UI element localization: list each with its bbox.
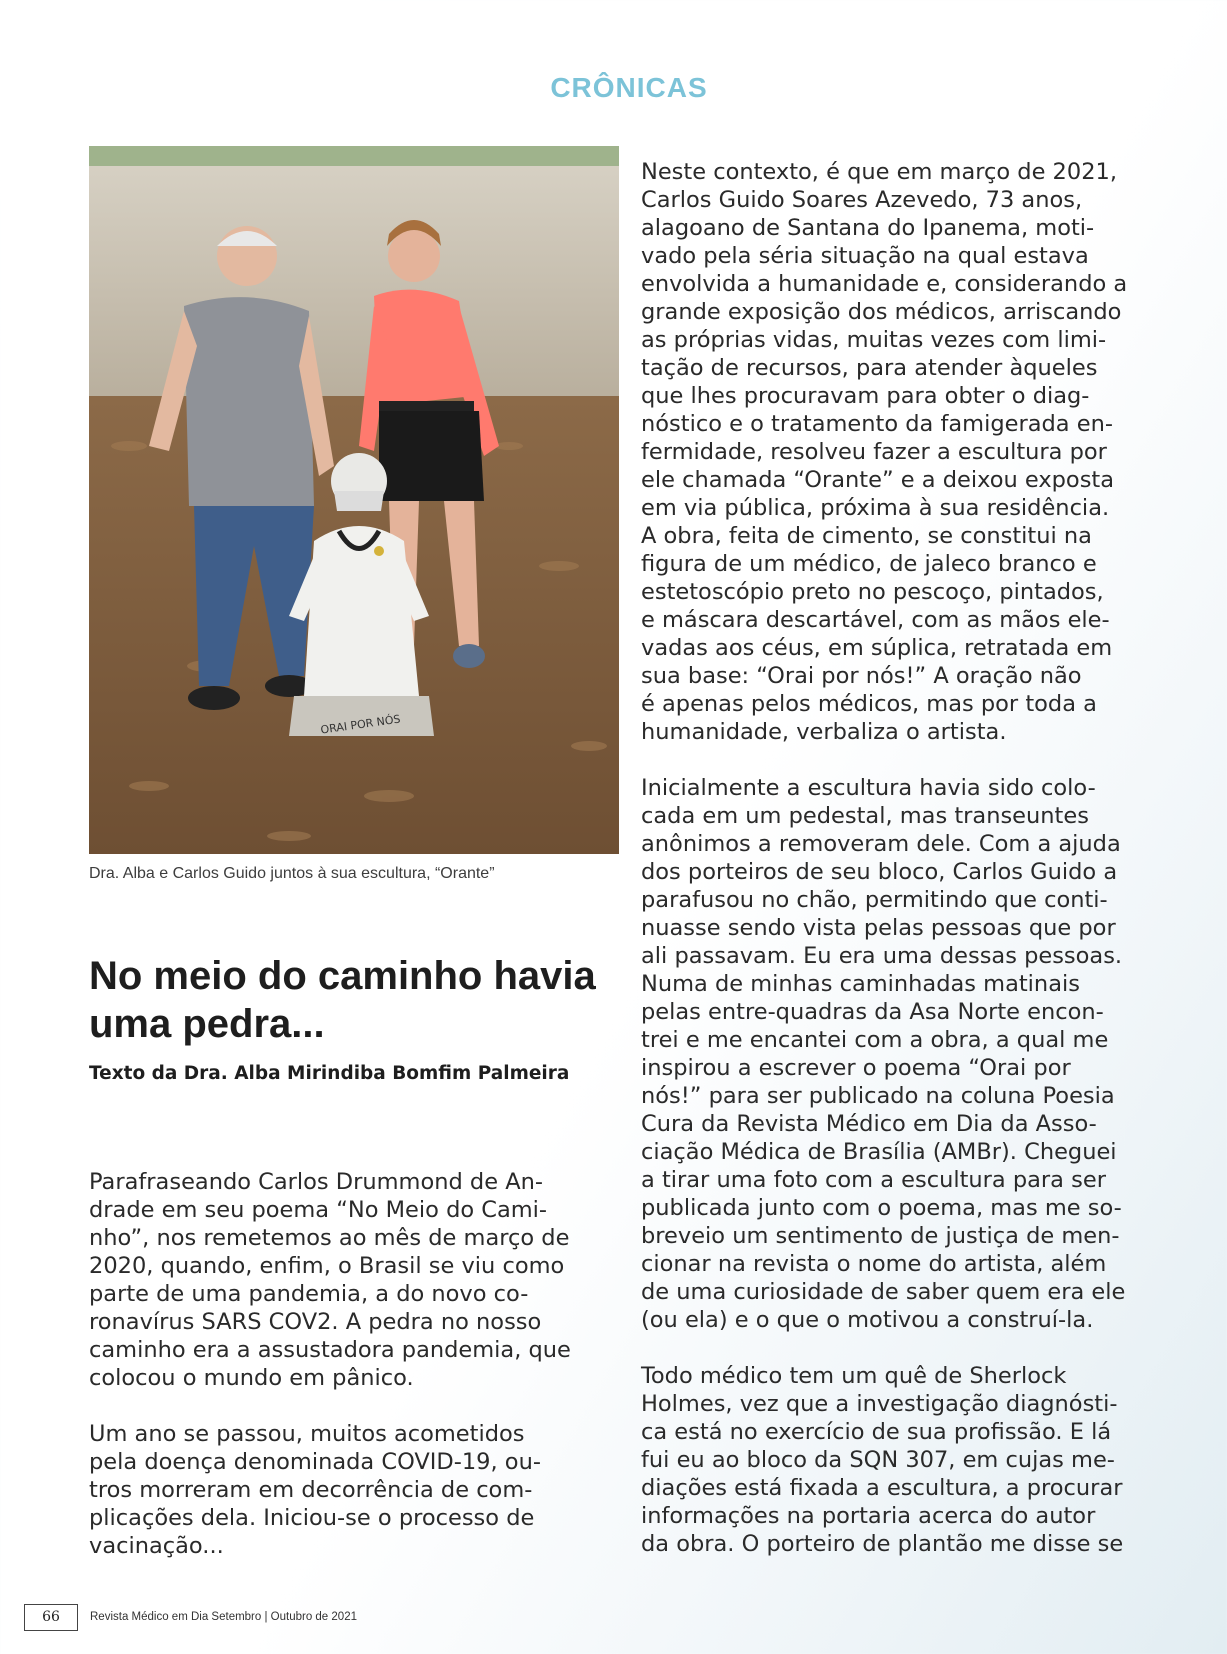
text-line: Carlos Guido Soares Azevedo, 73 anos, (641, 187, 1083, 213)
text-line: Holmes, vez que a investigação diagnósti- (641, 1391, 1118, 1417)
paragraph (89, 1168, 619, 1392)
text-line: nuasse sendo vista pelas pessoas que por (641, 915, 1116, 941)
text-line: breveio um sentimento de justiça de men- (641, 1223, 1120, 1249)
text-line: drade em seu poema “No Meio do Cami- (89, 1197, 548, 1223)
text-line: A obra, feita de cimento, se constitui na (641, 523, 1092, 549)
text-line: fui eu ao bloco da SQN 307, em cujas me- (641, 1447, 1115, 1473)
text-line: inspirou a escrever o poema “Orai por (641, 1055, 1071, 1081)
text-line: tação de recursos, para atender àqueles (641, 355, 1098, 381)
text-line: Todo médico tem um quê de Sherlock (641, 1363, 1067, 1389)
text-line: de uma curiosidade de saber quem era ele (641, 1279, 1126, 1305)
text-line: nós!” para ser publicado na coluna Poesia (641, 1083, 1115, 1109)
text-line: e máscara descartável, com as mãos ele- (641, 607, 1110, 633)
text-line: vadas aos céus, em súplica, retratada em (641, 635, 1113, 661)
byline: Texto da Dra. Alba Mirindiba Bomfim Palmeira (89, 1063, 570, 1084)
text-line: diações está fixada a escultura, a procurar (641, 1475, 1123, 1501)
text-line: Neste contexto, é que em março de 2021, (641, 159, 1117, 185)
text-line: vacinação... (89, 1533, 224, 1559)
text-line: envolvida a humanidade e, considerando a (641, 271, 1128, 297)
text-line: Um ano se passou, muitos acometidos (89, 1421, 525, 1447)
text-line: plicações dela. Iniciou-se o processo de (89, 1505, 535, 1531)
text-line: humanidade, verbaliza o artista. (641, 719, 1007, 745)
text-line: anônimos a removeram dele. Com a ajuda (641, 831, 1121, 857)
text-line: pelas entre-quadras da Asa Norte encon- (641, 999, 1104, 1025)
article-photo (89, 146, 619, 854)
text-line: estetoscópio preto no pescoço, pintados, (641, 579, 1104, 605)
text-line: parte de uma pandemia, a do novo co- (89, 1281, 529, 1307)
text-line: vado pela séria situação na qual estava (641, 243, 1089, 269)
text-line: alagoano de Santana do Ipanema, moti- (641, 215, 1095, 241)
text-line: sua base: “Orai por nós!” A oração não (641, 663, 1082, 689)
text-line: ronavírus SARS COV2. A pedra no nosso (89, 1309, 542, 1335)
text-line: ca está no exercício de sua profissão. E lá (641, 1419, 1112, 1445)
text-line: grande exposição dos médicos, arriscando (641, 299, 1122, 325)
text-line: parafusou no chão, permitindo que conti- (641, 887, 1108, 913)
text-line: as próprias vidas, muitas vezes com limi- (641, 327, 1107, 353)
paragraph (89, 1420, 619, 1560)
photo-illustration (89, 146, 619, 854)
text-line: nho”, nos remetemos ao mês de março de (89, 1225, 570, 1251)
text-line: cionar na revista o nome do artista, além (641, 1251, 1107, 1277)
text-line: ali passavam. Eu era uma dessas pessoas. (641, 943, 1123, 969)
text-line: fermidade, resolveu fazer a escultura por (641, 439, 1107, 465)
statue-inscription: ORAI POR NÓS (319, 712, 402, 737)
publication-info: Revista Médico em Dia Setembro | Outubro de 2021 (90, 1611, 357, 1623)
right-column (641, 158, 1177, 1558)
text-line: cada em um pedestal, mas transeuntes (641, 803, 1089, 829)
text-line: da obra. O porteiro de plantão me disse se (641, 1531, 1124, 1557)
text-line: figura de um médico, de jaleco branco e (641, 551, 1097, 577)
text-line: ciação Médica de Brasília (AMBr). Cheguei (641, 1139, 1117, 1165)
text-line: em via pública, próxima à sua residência. (641, 495, 1110, 521)
text-line: Parafraseando Carlos Drummond de An- (89, 1169, 543, 1195)
text-line: Inicialmente a escultura havia sido colo- (641, 775, 1096, 801)
headline: No meio do caminho havia uma pedra... (89, 954, 596, 1046)
text-line: Numa de minhas caminhadas matinais (641, 971, 1080, 997)
text-line: informações na portaria acerca do autor (641, 1503, 1096, 1529)
text-line: dos porteiros de seu bloco, Carlos Guido a (641, 859, 1118, 885)
paragraph (641, 1362, 1177, 1558)
text-line: a tirar uma foto com a escultura para ser (641, 1167, 1106, 1193)
photo-caption: Dra. Alba e Carlos Guido juntos à sua escultura, “Orante” (89, 865, 495, 882)
text-line: ele chamada “Orante” e a deixou exposta (641, 467, 1115, 493)
text-line: é apenas pelos médicos, mas por toda a (641, 691, 1097, 717)
text-line: trei e me encantei com a obra, a qual me (641, 1027, 1109, 1053)
paragraph (641, 774, 1177, 1334)
text-line: Cura da Revista Médico em Dia da Asso- (641, 1111, 1097, 1137)
text-line: nóstico e o tratamento da famigerada en- (641, 411, 1113, 437)
left-column (89, 1168, 619, 1560)
page-footer (24, 1603, 357, 1631)
section-label: CRÔNICAS (550, 72, 708, 103)
text-line: publicada junto com o poema, mas me so- (641, 1195, 1122, 1221)
page-number: 66 (24, 1604, 78, 1631)
text-line: tros morreram em decorrência de com- (89, 1477, 533, 1503)
text-line: pela doença denominada COVID-19, ou- (89, 1449, 541, 1475)
text-line: colocou o mundo em pânico. (89, 1365, 414, 1391)
text-line: caminho era a assustadora pandemia, que (89, 1337, 571, 1363)
paragraph (641, 158, 1177, 746)
text-line: 2020, quando, enfim, o Brasil se viu como (89, 1253, 565, 1279)
text-line: (ou ela) e o que o motivou a construí-la. (641, 1307, 1094, 1333)
text-line: que lhes procuravam para obter o diag- (641, 383, 1090, 409)
